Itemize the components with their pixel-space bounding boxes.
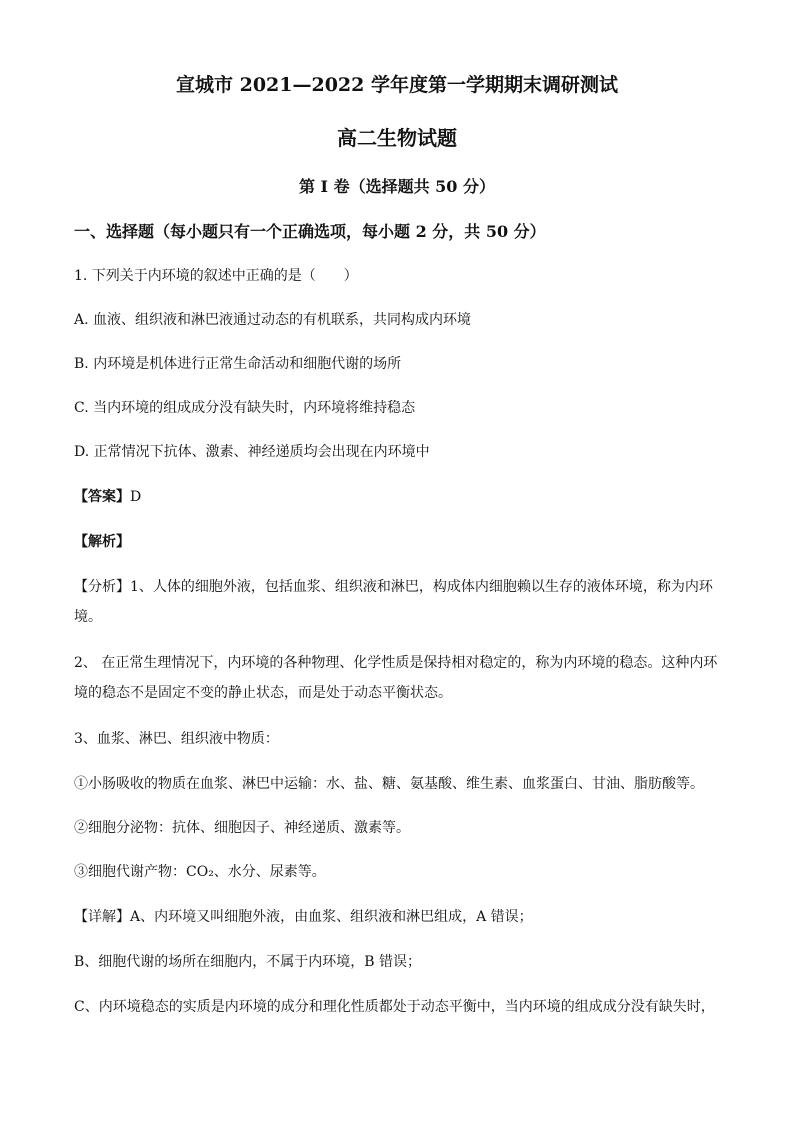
answer-value: D (130, 489, 142, 505)
analysis-line: 境。 (74, 609, 102, 625)
answer-tag: 【答案】 (74, 489, 130, 505)
option-a: A. 血液、组织液和淋巴液通过动态的有机联系，共同构成内环境 (74, 312, 472, 328)
analysis-line: ③细胞代谢产物：CO₂、水分、尿素等。 (74, 864, 326, 880)
analysis-line: 3、血浆、淋巴、组织液中物质： (74, 731, 279, 747)
section-heading: 一、选择题（每小题只有一个正确选项，每小题 2 分，共 50 分） (74, 222, 546, 241)
volume-heading: 第 I 卷（选择题共 50 分） (298, 177, 496, 196)
analysis-line: 【详解】A、内环境又叫细胞外液，由血浆、组织液和淋巴组成，A 错误； (74, 909, 533, 925)
analysis-line: 境的稳态不是固定不变的静止状态，而是处于动态平衡状态。 (74, 685, 452, 701)
exam-subtitle: 高二生物试题 (337, 126, 457, 150)
exam-title: 宣城市 2021—2022 学年度第一学期期末调研测试 (176, 74, 618, 96)
option-d: D. 正常情况下抗体、激素、神经递质均会出现在内环境中 (74, 444, 430, 460)
analysis-line: ①小肠吸收的物质在血浆、淋巴中运输：水、盐、糖、氨基酸、维生素、血浆蛋白、甘油、脂肪酸等。 (74, 776, 704, 792)
answer-line (74, 487, 141, 507)
analysis-line: C、内环境稳态的实质是内环境的成分和理化性质都处于动态平衡中，当内环境的组成成分没有缺失时， (74, 999, 715, 1015)
analysis-line: 【分析】1、人体的细胞外液，包括血浆、组织液和淋巴，构成体内细胞赖以生存的液体环境，称为内环 (74, 579, 713, 595)
question-stem: 1. 下列关于内环境的叙述中正确的是（ ） (74, 268, 358, 284)
analysis-line: B、细胞代谢的场所在细胞内，不属于内环境，B 错误； (74, 954, 422, 970)
option-c: C. 当内环境的组成成分没有缺失时，内环境将维持稳态 (74, 400, 416, 416)
analysis-tag: 【解析】 (74, 534, 130, 550)
analysis-line: ②细胞分泌物：抗体、细胞因子、神经递质、激素等。 (74, 820, 410, 836)
analysis-line: 2、 在正常生理情况下，内环境的各种物理、化学性质是保持相对稳定的，称为内环境的稳态。这种内环 (74, 655, 718, 671)
option-b: B. 内环境是机体进行正常生命活动和细胞代谢的场所 (74, 356, 402, 372)
